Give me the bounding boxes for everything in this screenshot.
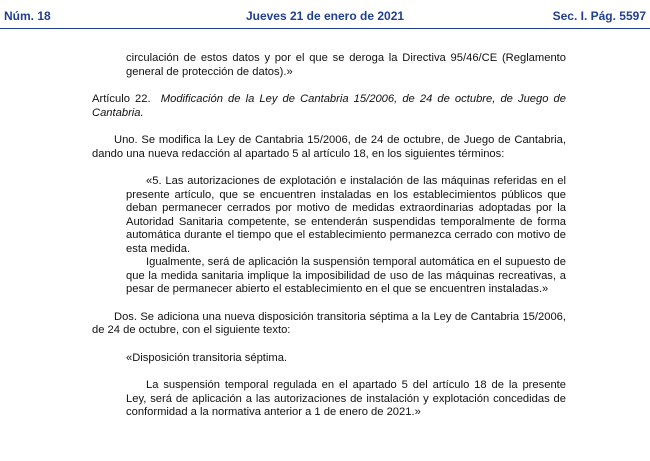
document-body (92, 52, 566, 420)
header-rule (0, 28, 650, 29)
paragraph-dos: Dos. Se adiciona una nueva disposición transitoria séptima a la Ley de Cantabria 15/2006, de 24 de octubre, con el siguiente texto: (92, 310, 566, 336)
section-page: Sec. I. Pág. 5597 (552, 9, 646, 23)
disposition-text: La suspensión temporal regulada en el apartado 5 del artículo 18 de la presente Ley, será de aplicación a las autorizaciones de instalación y explotación concedidas de conformidad a la normativa anterior a 1 de enero de 2021.» (126, 379, 566, 418)
page-header (0, 0, 650, 28)
article-label: Artículo 22. (92, 93, 151, 105)
paragraph-uno: Uno. Se modifica la Ley de Cantabria 15/2006, de 24 de octubre, de Juego de Cantabria, dando una nueva redacción al apartado 5 al artículo 18, en los siguientes términos: (92, 134, 566, 160)
article-title: Modificación de la Ley de Cantabria 15/2006, de 24 de octubre, de Juego de Cantabria. (92, 93, 567, 119)
quote-paragraph-1: «5. Las autorizaciones de explotación e instalación de las máquinas referidas en el presente artículo, que se encuentren instaladas en los establecimientos públicos que deban permanecer cerrados por motivo de medidas extraordinarias adoptadas por la Autoridad Sanitaria competente, se entenderán suspendidas temporalmente de forma automática durante el tiempo que el establecimiento permanezca cerrado con motivo de esta medida. (126, 175, 566, 255)
bulletin-number: Núm. 18 (4, 9, 51, 23)
quote-paragraph-2: Igualmente, será de aplicación la suspensión temporal automática en el supuesto de que la medida sanitaria implique la imposibilidad de uso de las máquinas recreativas, a pesar de permanecer abierto el establecimiento en el que se encuentren instaladas.» (126, 256, 566, 295)
bulletin-date: Jueves 21 de enero de 2021 (245, 9, 405, 23)
disposition-title: «Disposición transitoria séptima. (126, 351, 288, 364)
continuation-paragraph: circulación de estos datos y por el que se deroga la Directiva 95/46/CE (Reglamento general de protección de datos).» (126, 52, 566, 78)
article-heading (92, 93, 566, 120)
